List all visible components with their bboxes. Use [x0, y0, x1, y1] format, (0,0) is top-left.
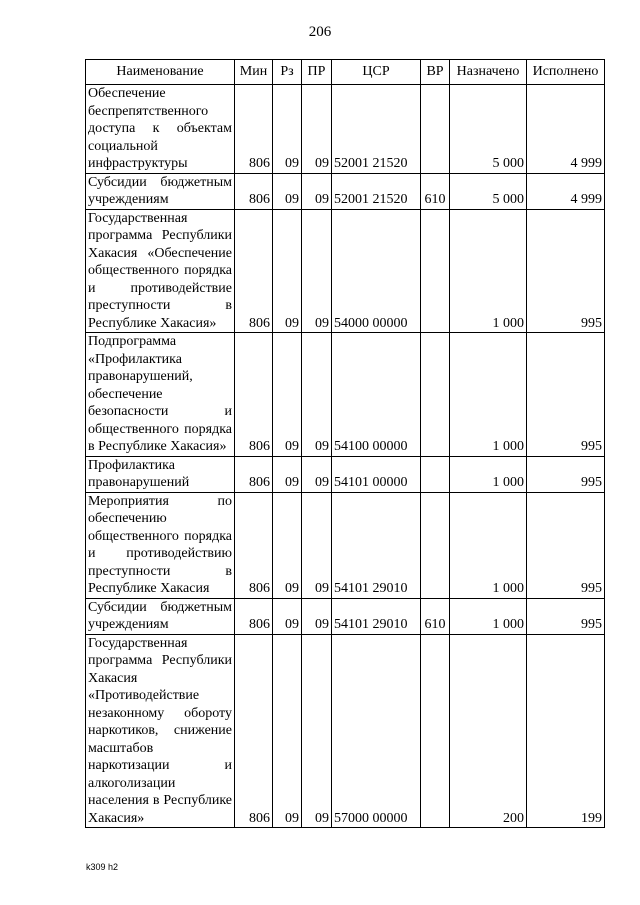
row-rz: 09 — [273, 492, 302, 598]
row-vr — [421, 456, 450, 492]
header-executed: Исполнено — [527, 60, 605, 85]
row-pr: 09 — [302, 209, 332, 333]
row-assigned: 1 000 — [450, 333, 527, 457]
table-row — [86, 456, 605, 492]
row-rz: 09 — [273, 173, 302, 209]
row-rz: 09 — [273, 85, 302, 174]
row-rz: 09 — [273, 598, 302, 634]
row-min: 806 — [235, 634, 273, 828]
row-assigned: 1 000 — [450, 209, 527, 333]
row-assigned: 1 000 — [450, 598, 527, 634]
row-pr: 09 — [302, 492, 332, 598]
row-pr: 09 — [302, 333, 332, 457]
table-row — [86, 492, 605, 598]
row-min: 806 — [235, 173, 273, 209]
row-vr — [421, 209, 450, 333]
row-csr: 54101 29010 — [332, 598, 421, 634]
budget-table — [85, 59, 605, 828]
row-assigned: 5 000 — [450, 173, 527, 209]
row-executed: 995 — [527, 492, 605, 598]
row-csr: 54101 00000 — [332, 456, 421, 492]
header-vr: ВР — [421, 60, 450, 85]
table-row — [86, 333, 605, 457]
row-name: Профилактика правонарушений — [86, 456, 235, 492]
row-name: Подпрограмма «Профилактика правонарушений, обеспечение безопасности и общественного порядка в Республике Хакасия» — [86, 333, 235, 457]
row-vr — [421, 492, 450, 598]
row-assigned: 5 000 — [450, 85, 527, 174]
row-rz: 09 — [273, 634, 302, 828]
table-header-row — [86, 60, 605, 85]
footer-code: k309 h2 — [86, 862, 119, 872]
row-executed: 4 999 — [527, 173, 605, 209]
table-row — [86, 634, 605, 828]
row-min: 806 — [235, 85, 273, 174]
row-vr — [421, 333, 450, 457]
table-row — [86, 85, 605, 174]
row-assigned: 1 000 — [450, 492, 527, 598]
header-min: Мин — [235, 60, 273, 85]
row-min: 806 — [235, 209, 273, 333]
table-row — [86, 598, 605, 634]
row-pr: 09 — [302, 173, 332, 209]
row-csr: 57000 00000 — [332, 634, 421, 828]
table-row — [86, 173, 605, 209]
row-executed: 4 999 — [527, 85, 605, 174]
page-number: 206 — [308, 24, 332, 40]
row-rz: 09 — [273, 333, 302, 457]
header-name: Наименование — [86, 60, 235, 85]
row-executed: 199 — [527, 634, 605, 828]
row-rz: 09 — [273, 456, 302, 492]
row-pr: 09 — [302, 85, 332, 174]
row-rz: 09 — [273, 209, 302, 333]
row-vr — [421, 634, 450, 828]
row-pr: 09 — [302, 634, 332, 828]
header-pr: ПР — [302, 60, 332, 85]
header-csr: ЦСР — [332, 60, 421, 85]
row-csr: 52001 21520 — [332, 173, 421, 209]
table-row — [86, 209, 605, 333]
row-pr: 09 — [302, 598, 332, 634]
row-assigned: 1 000 — [450, 456, 527, 492]
row-vr: 610 — [421, 173, 450, 209]
header-assigned: Назначено — [450, 60, 527, 85]
row-csr: 54100 00000 — [332, 333, 421, 457]
row-min: 806 — [235, 456, 273, 492]
row-csr: 54000 00000 — [332, 209, 421, 333]
row-name: Государственная программа Республики Хакасия «Противодействие незаконному обороту наркотиков, снижение масштабов наркотизации и алкоголизации населения в Республике Хакасия» — [86, 634, 235, 828]
row-name: Мероприятия по обеспечению общественного порядка и противодействию преступности в Республике Хакасия — [86, 492, 235, 598]
row-executed: 995 — [527, 598, 605, 634]
row-min: 806 — [235, 333, 273, 457]
row-csr: 54101 29010 — [332, 492, 421, 598]
row-executed: 995 — [527, 209, 605, 333]
row-min: 806 — [235, 492, 273, 598]
row-name: Обеспечение беспрепятственного доступа к объектам социальной инфраструктуры — [86, 85, 235, 174]
row-assigned: 200 — [450, 634, 527, 828]
row-executed: 995 — [527, 456, 605, 492]
row-name: Субсидии бюджетным учреждениям — [86, 598, 235, 634]
row-pr: 09 — [302, 456, 332, 492]
row-name: Государственная программа Республики Хакасия «Обеспечение общественного порядка и противодействие преступности в Республике Хакасия» — [86, 209, 235, 333]
row-min: 806 — [235, 598, 273, 634]
row-name: Субсидии бюджетным учреждениям — [86, 173, 235, 209]
row-vr — [421, 85, 450, 174]
row-csr: 52001 21520 — [332, 85, 421, 174]
header-rz: Рз — [273, 60, 302, 85]
row-executed: 995 — [527, 333, 605, 457]
row-vr: 610 — [421, 598, 450, 634]
